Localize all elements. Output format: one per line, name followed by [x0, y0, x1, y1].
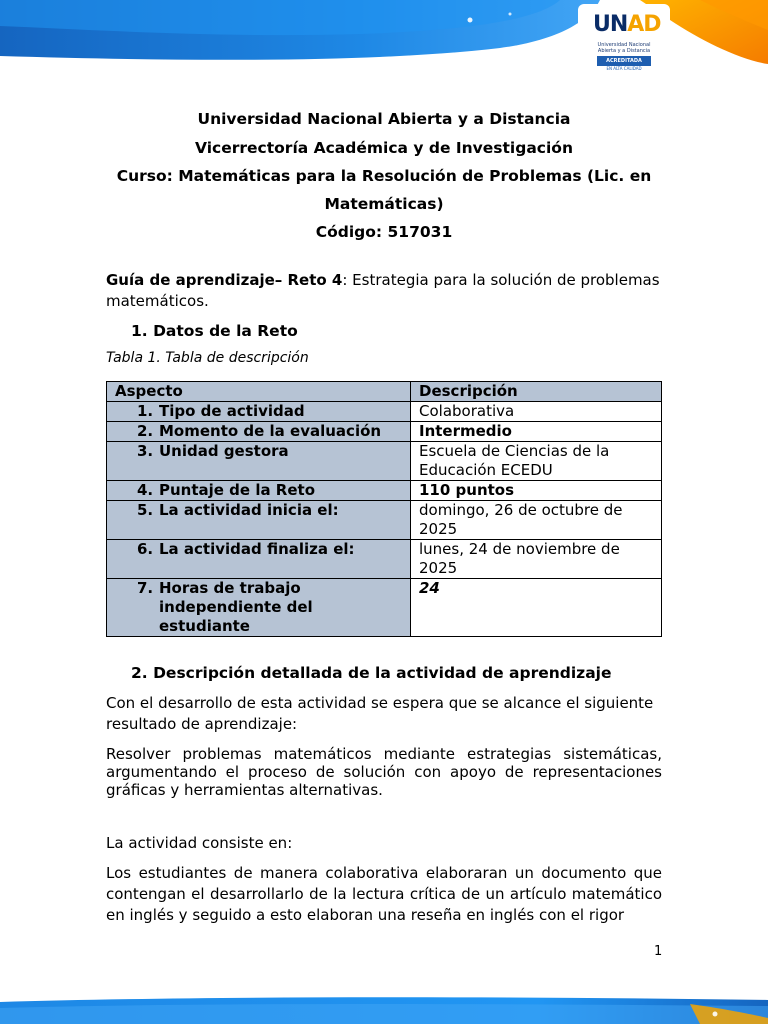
- table-row: [107, 501, 662, 540]
- guide-heading: [106, 270, 662, 312]
- table-row: [107, 481, 662, 501]
- row-aspect: Tipo de actividad: [159, 402, 305, 420]
- table-row: [107, 579, 662, 637]
- row-number: 5.: [137, 501, 154, 519]
- guide-label: Guía de aprendizaje– Reto 4: [106, 271, 343, 289]
- table-header-row: [107, 382, 662, 402]
- row-number: 6.: [137, 540, 154, 558]
- paragraph-activity-description: Los estudiantes de manera colaborativa elaboraran un documento que contengan el desarrollarlo de la lectura crítica de un artículo matemático en inglés y seguido a esto elaboran una reseña en inglés con el rigor: [106, 864, 662, 924]
- table-caption: Tabla 1. Tabla de descripción: [106, 350, 309, 366]
- row-aspect: Horas de trabajo independiente del estudiante: [159, 579, 313, 635]
- row-value: Colaborativa: [411, 402, 662, 422]
- footer-waves: [0, 994, 768, 1024]
- unad-logo-name: UNAD: [593, 12, 661, 37]
- row-number: 2.: [137, 422, 154, 440]
- table-row: [107, 540, 662, 579]
- course-title-line1: Curso: Matemáticas para la Resolución de Problemas (Lic. en: [116, 167, 652, 185]
- row-number: 7.: [137, 579, 154, 597]
- unad-logo-subtitle: Universidad Nacional Abierta y a Distancia: [597, 42, 651, 54]
- row-value: 24: [411, 579, 662, 637]
- row-number: 3.: [137, 442, 154, 460]
- row-number: 4.: [137, 481, 154, 499]
- acreditada-badge-sub: EN ALTA CALIDAD: [606, 66, 642, 71]
- table-row: [107, 442, 662, 481]
- row-number: 1.: [137, 402, 154, 420]
- row-value: 110 puntos: [411, 481, 662, 501]
- row-aspect: Momento de la evaluación: [159, 422, 382, 440]
- row-value: Intermedio: [411, 422, 662, 442]
- vicerrectoria-title: Vicerrectoría Académica y de Investigación: [195, 139, 573, 157]
- row-aspect: Puntaje de la Reto: [159, 481, 315, 499]
- section-1-title: 1. Datos de la Reto: [131, 322, 298, 340]
- course-title-line2: Matemáticas): [324, 195, 444, 213]
- course-code: Código: 517031: [315, 223, 453, 241]
- table-header-descripcion: Descripción: [411, 382, 662, 402]
- table-header-aspecto: Aspecto: [107, 382, 411, 402]
- acreditada-badge: ACREDITADA: [597, 56, 651, 66]
- row-value: domingo, 26 de octubre de 2025: [411, 501, 662, 540]
- row-value: lunes, 24 de noviembre de 2025: [411, 540, 662, 579]
- university-title: Universidad Nacional Abierta y a Distancia: [197, 110, 571, 128]
- page-number: 1: [654, 944, 663, 959]
- header-banner: [0, 0, 768, 90]
- table-row: [107, 402, 662, 422]
- paragraph-activity-intro: La actividad consiste en:: [106, 834, 293, 852]
- row-aspect: La actividad inicia el:: [159, 501, 339, 519]
- paragraph-learning-outcome: Resolver problemas matemáticos mediante estrategias sistemáticas, argumentando el proceso de solución con apoyo de representaciones gráficas y herramientas alternativas.: [106, 745, 662, 799]
- guide-text: : Estrategia para la solución de problemas matemáticos.: [106, 271, 660, 310]
- paragraph-learning-outcome-intro: Con el desarrollo de esta actividad se espera que se alcance el siguiente resultado de aprendizaje:: [106, 694, 654, 733]
- row-aspect: Unidad gestora: [159, 442, 289, 460]
- table-row: [107, 422, 662, 442]
- row-aspect: La actividad finaliza el:: [159, 540, 355, 558]
- row-value: Escuela de Ciencias de la Educación ECEDU: [411, 442, 662, 481]
- footer-banner: [0, 994, 768, 1024]
- section-2-title: 2. Descripción detallada de la actividad de aprendizaje: [131, 664, 612, 682]
- description-table: [106, 381, 662, 637]
